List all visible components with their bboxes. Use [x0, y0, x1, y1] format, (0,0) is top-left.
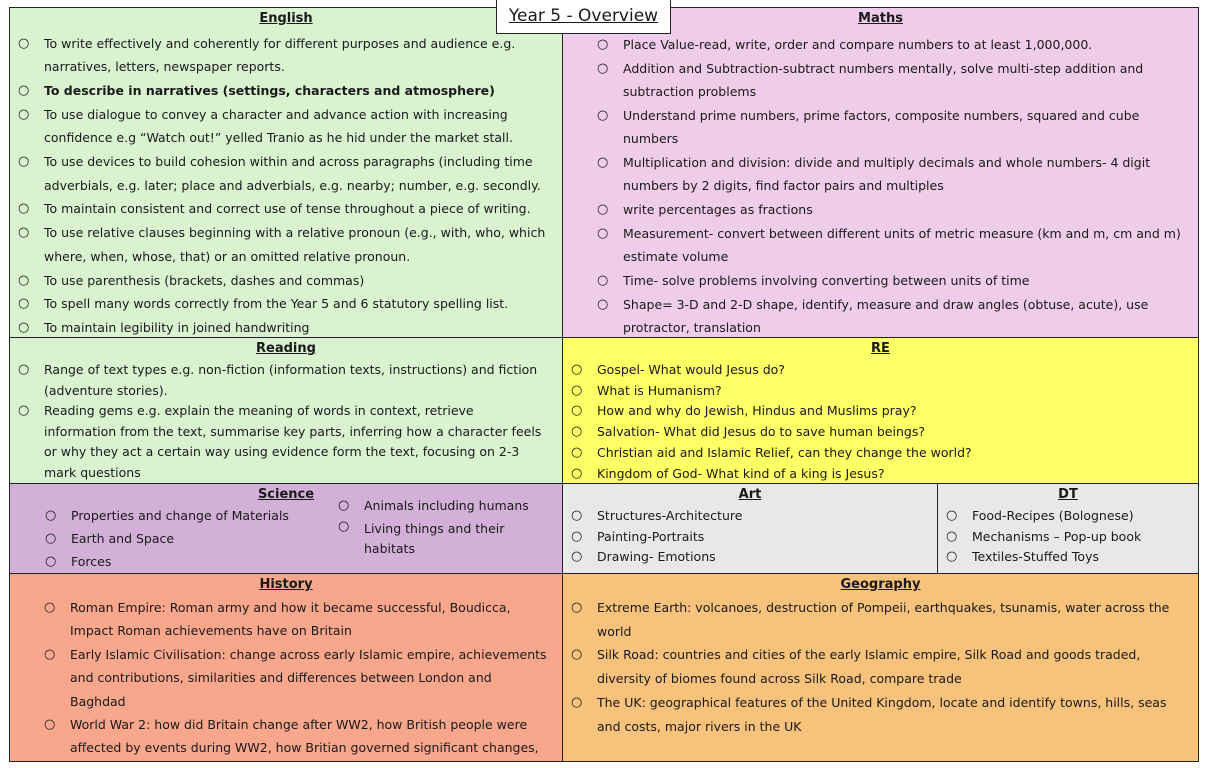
art-heading: Art [738, 487, 762, 502]
history-list [10, 596, 562, 762]
reading-list [10, 360, 562, 484]
geography-item: ○ Extreme Earth: volcanoes, destruction of Pompeii, earthquakes, tsunamis, water across the world [563, 596, 1198, 643]
maths-item: ○ Multiplication and division: divide and multiply decimals and whole numbers- 4 digit numbers by 2 digits, find factor pairs and multiples [563, 151, 1198, 197]
science-item: ○ Living things and their habitats [338, 517, 548, 559]
re-item: ○ What is Humanism? [563, 381, 1198, 402]
english-item: ○ To use relative clauses beginning with a relative pronoun (e.g., with, who, which where, when, whose, that) or an omitted relative pronoun. [10, 221, 562, 268]
maths-item: ○ Shape= 3-D and 2-D shape, identify, measure and draw angles (obtuse, acute), use protractor, translation [563, 293, 1198, 338]
english-section [9, 7, 563, 338]
art-item: ○ Painting-Portraits [563, 527, 937, 548]
reading-item: ○ Range of text types e.g. non-fiction (information texts, instructions) and fiction (adventure stories). [10, 360, 562, 401]
english-item: ○ To maintain legibility in joined handwriting [10, 316, 562, 338]
re-item: ○ How and why do Jewish, Hindus and Muslims pray? [563, 401, 1198, 422]
geography-list [563, 596, 1198, 738]
english-item: ○ To use devices to build cohesion within and across paragraphs (including time adverbials, e.g. later; place and adverbials, e.g. nearby; number, e.g. secondly. [10, 150, 562, 197]
re-section [562, 337, 1199, 484]
dt-item: ○ Food-Recipes (Bolognese) [938, 506, 1198, 527]
dt-section [937, 483, 1199, 574]
re-item: ○ Salvation- What did Jesus do to save human beings? [563, 422, 1198, 443]
maths-heading: Maths [858, 11, 903, 26]
maths-item: ○ Time- solve problems involving converting between units of time [563, 269, 1198, 292]
re-list [563, 360, 1198, 484]
reading-heading: Reading [256, 341, 316, 356]
science-list-left [45, 504, 335, 573]
english-item: ○ To describe in narratives (settings, characters and atmosphere) [10, 79, 562, 102]
geography-item: ○ Silk Road: countries and cities of the early Islamic empire, Silk Road and goods traded, diversity of biomes found across Silk Road, compare trade [563, 643, 1198, 690]
english-item: ○ To write effectively and coherently for different purposes and audience e.g. narratives, letters, newspaper reports. [10, 32, 562, 79]
history-item: ○ Roman Empire: Roman army and how it became successful, Boudicca, Impact Roman achievements have on Britain [10, 596, 562, 643]
english-item: ○ To use parenthesis (brackets, dashes and commas) [10, 269, 562, 292]
science-list-right [338, 495, 548, 559]
history-section [9, 573, 563, 762]
english-item: ○ To maintain consistent and correct use of tense throughout a piece of writing. [10, 197, 562, 220]
dt-heading: DT [1058, 487, 1078, 502]
history-heading: History [259, 577, 313, 592]
science-item: ○ Forces [45, 550, 335, 573]
english-list [10, 32, 562, 338]
geography-item: ○ The UK: geographical features of the United Kingdom, locate and identify towns, hills, seas and costs, major rivers in the UK [563, 691, 1198, 738]
maths-item: ○ write percentages as fractions [563, 198, 1198, 221]
art-list [563, 506, 937, 568]
dt-item: ○ Mechanisms – Pop-up book [938, 527, 1198, 548]
dt-list [938, 506, 1198, 568]
re-item: ○ Christian aid and Islamic Relief, can they change the world? [563, 443, 1198, 464]
science-section [9, 483, 563, 574]
maths-item: ○ Addition and Subtraction-subtract numbers mentally, solve multi-step addition and subtraction problems [563, 57, 1198, 103]
page-title: Year 5 - Overview [496, 0, 671, 34]
re-heading: RE [871, 341, 890, 356]
maths-item: ○ Measurement- convert between different units of metric measure (km and m, cm and m) estimate volume [563, 222, 1198, 268]
maths-item: ○ Understand prime numbers, prime factors, composite numbers, squared and cube numbers [563, 104, 1198, 150]
re-item: ○ Kingdom of God- What kind of a king is Jesus? [563, 464, 1198, 484]
science-heading: Science [257, 487, 315, 502]
reading-section [9, 337, 563, 484]
english-item: ○ To use dialogue to convey a character and advance action with increasing confidence e.g “Watch out!” yelled Tranio as he hid under the market stall. [10, 103, 562, 150]
maths-list [563, 33, 1198, 338]
english-item: ○ To spell many words correctly from the Year 5 and 6 statutory spelling list. [10, 292, 562, 315]
art-section [562, 483, 938, 574]
maths-section [562, 7, 1199, 338]
art-item: ○ Structures-Architecture [563, 506, 937, 527]
geography-section [562, 573, 1199, 762]
dt-item: ○ Textiles-Stuffed Toys [938, 547, 1198, 568]
reading-item: ○ Reading gems e.g. explain the meaning of words in context, retrieve information from the text, summarise key parts, inferring how a character feels or why they act a certain way using evidence form the text, focusing on 2-3 mark questions [10, 401, 562, 483]
english-heading: English [259, 11, 313, 26]
science-item: ○ Earth and Space [45, 527, 335, 550]
science-item: ○ Properties and change of Materials [45, 504, 335, 527]
history-item: ○ Early Islamic Civilisation: change across early Islamic empire, achievements and contributions, similarities and differences between London and Baghdad [10, 643, 562, 713]
science-item: ○ Animals including humans [338, 495, 548, 517]
history-item: ○ World War 2: how did Britain change after WW2, how British people were affected by events during WW2, how Britian governed significant changes, [10, 713, 562, 762]
geography-heading: Geography [840, 577, 921, 592]
re-item: ○ Gospel- What would Jesus do? [563, 360, 1198, 381]
maths-item: ○ Place Value-read, write, order and compare numbers to at least 1,000,000. [563, 33, 1198, 56]
art-item: ○ Drawing- Emotions [563, 547, 937, 568]
